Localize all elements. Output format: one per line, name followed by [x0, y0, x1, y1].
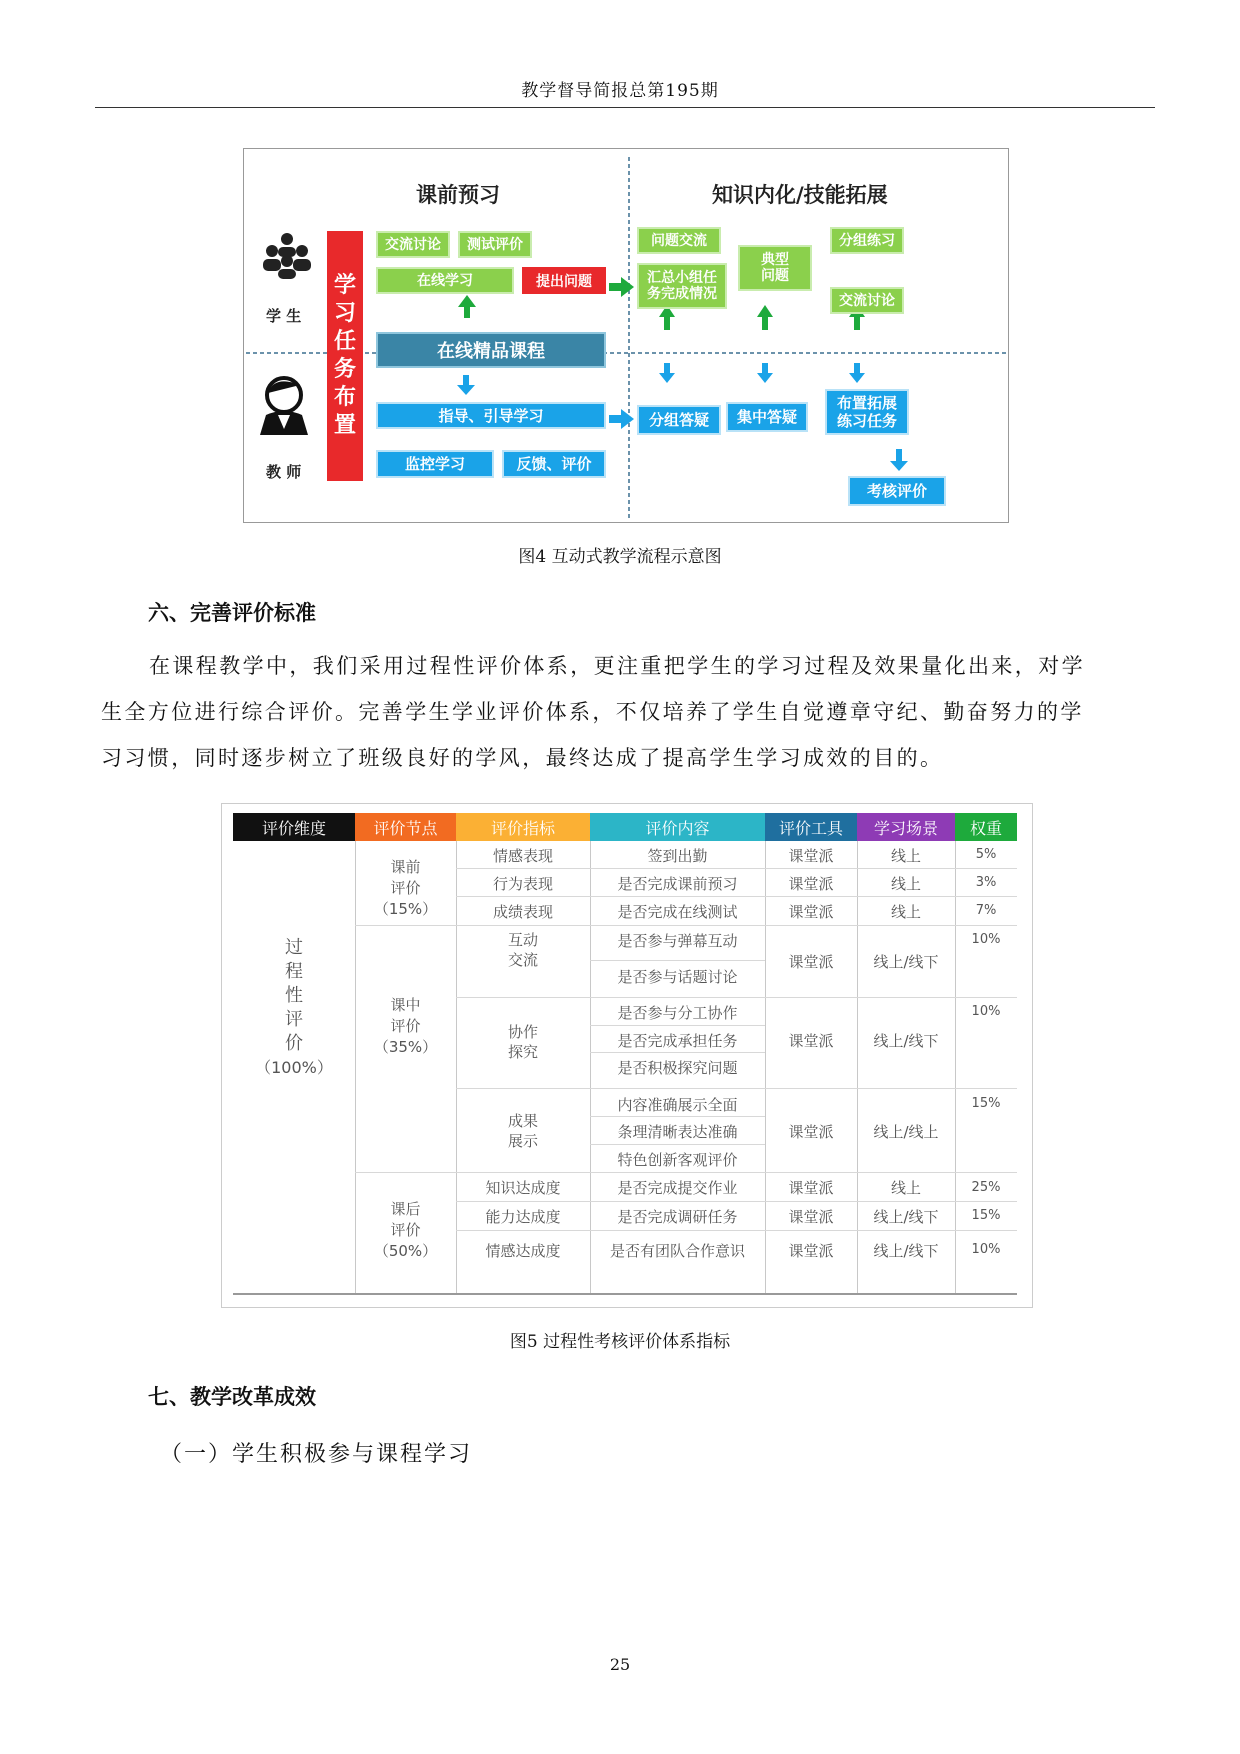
indicator-cell: 行为表现: [492, 875, 553, 893]
weight-cell: 7%: [975, 903, 997, 918]
section-7-heading: 七、教学改革成效: [148, 1385, 316, 1409]
dimension-char: 过: [285, 937, 303, 958]
table-grid-line: [355, 1172, 1017, 1173]
figure-5-table: [221, 803, 1033, 1308]
bar-char: 习: [333, 301, 356, 326]
section-6-heading: 六、完善评价标准: [148, 601, 316, 625]
arrow-updown-icon: [849, 305, 865, 383]
weight-cell: 10%: [971, 932, 1001, 947]
node-line: 评价: [390, 1017, 421, 1035]
content-cell: 是否完成承担任务: [617, 1032, 738, 1050]
node-line: 评价: [390, 879, 421, 897]
figure-4-flowchart: [243, 148, 1009, 523]
tool-cell: 课堂派: [788, 903, 834, 921]
table-grid-line: [456, 868, 1017, 869]
box-typical-line: 问题: [761, 268, 789, 284]
weight-cell: 10%: [971, 1004, 1001, 1019]
indicator-cell: [456, 1022, 590, 1062]
table-bottom-rule: [233, 1293, 1017, 1295]
col-header-content: 评价内容: [590, 813, 765, 841]
content-cell: 是否参与话题讨论: [617, 968, 738, 986]
col-header-weight: 权重: [955, 813, 1017, 841]
content-cell: 是否完成调研任务: [617, 1208, 738, 1226]
box-feedback: 反馈、评价: [502, 450, 606, 478]
paragraph-line: 习习惯，同时逐步树立了班级良好的学风，最终达成了提高学生学习成效的目的。: [101, 746, 944, 770]
indicator-line: 互动: [507, 931, 538, 949]
table-grid-line: [456, 1088, 1017, 1089]
page-number: 25: [609, 1655, 631, 1674]
paragraph-line: 在课程教学中，我们采用过程性评价体系，更注重把学生的学习过程及效果量化出来，对学: [149, 654, 1085, 678]
box-assign-practice: [825, 389, 909, 435]
arrow-up-icon: [458, 295, 476, 318]
table-grid-line: [355, 925, 1017, 926]
col-header-tool: 评价工具: [765, 813, 857, 841]
weight-cell: 15%: [971, 1208, 1001, 1223]
dimension-char: 价: [285, 1033, 303, 1054]
scene-cell: 线上/线下: [873, 1208, 939, 1226]
scene-cell: 线上: [890, 903, 921, 921]
scene-cell: 线上: [890, 847, 921, 865]
box-assign-line: 练习任务: [836, 412, 897, 430]
box-group-practice: 分组练习: [830, 227, 904, 254]
arrow-down-icon: [890, 449, 908, 471]
box-assign-line: 布置拓展: [836, 394, 897, 412]
node-line: 课前: [390, 858, 421, 876]
scene-cell: 线上/线下: [873, 953, 939, 971]
indicator-cell: [456, 930, 590, 970]
content-cell: 内容准确展示全面: [617, 1096, 738, 1114]
node-mid: [355, 995, 456, 1058]
table-grid-line: [590, 1144, 765, 1145]
content-cell: 是否有团队合作意识: [609, 1242, 745, 1260]
paragraph-line: 生全方位进行综合评价。完善学生学业评价体系，不仅培养了学生自觉遵章守纪、勤奋努力的学: [101, 700, 1084, 724]
box-raise-question: 提出问题: [522, 267, 606, 294]
node-line: 课中: [390, 996, 421, 1014]
bar-char: 学: [333, 273, 356, 298]
indicator-cell: 情感表现: [492, 847, 553, 865]
box-online-study: 在线学习: [376, 267, 514, 294]
arrow-right-icon: [609, 409, 634, 429]
box-central-answer: 集中答疑: [726, 402, 808, 432]
students-group-icon: [263, 233, 311, 279]
scene-cell: 线上: [890, 875, 921, 893]
node-pct: （35%）: [373, 1038, 438, 1056]
bar-char: 置: [333, 413, 356, 438]
content-cell: 是否积极探究问题: [617, 1059, 738, 1077]
node-post: [355, 1199, 456, 1262]
figure-5-caption: 图5 过程性考核评价体系指标: [509, 1332, 731, 1352]
indicator-cell: 能力达成度: [485, 1208, 561, 1226]
scene-cell: 线上/线下: [873, 1032, 939, 1050]
weight-cell: 25%: [971, 1180, 1001, 1195]
left-column-title: 课前预习: [416, 183, 500, 207]
box-summary-line: 汇总小组任: [647, 270, 717, 286]
bar-char: 布: [333, 385, 356, 410]
table-grid-line: [590, 1025, 765, 1026]
bar-char: 务: [333, 357, 356, 382]
weight-cell: 5%: [975, 847, 997, 862]
node-line: 课后: [390, 1200, 421, 1218]
content-cell: 是否完成课前预习: [617, 875, 738, 893]
tool-cell: 课堂派: [788, 875, 834, 893]
table-grid-line: [590, 1052, 765, 1053]
col-header-dimension: 评价维度: [233, 813, 355, 841]
figure-4-caption: 图4 互动式教学流程示意图: [518, 547, 722, 567]
tool-cell: 课堂派: [788, 1032, 834, 1050]
table-grid-line: [456, 1230, 1017, 1231]
content-cell: 条理清晰表达准确: [617, 1123, 738, 1141]
box-guide: 指导、引导学习: [376, 402, 606, 429]
task-assignment-bar: [327, 231, 363, 481]
tool-cell: 课堂派: [788, 1208, 834, 1226]
box-quality-course: 在线精品课程: [376, 332, 606, 368]
scene-cell: 线上/线上: [873, 1123, 939, 1141]
col-header-scene: 学习场景: [857, 813, 955, 841]
col-header-indicator: 评价指标: [456, 813, 590, 841]
box-typical-line: 典型: [761, 252, 789, 268]
dimension-char: 程: [285, 961, 303, 982]
arrow-updown-icon: [757, 305, 773, 383]
box-discuss: 交流讨论: [376, 231, 450, 258]
tool-cell: 课堂派: [788, 847, 834, 865]
box-test-eval: 测试评价: [458, 231, 532, 258]
indicator-line: 探究: [507, 1043, 538, 1061]
box-exchange-discuss: 交流讨论: [830, 287, 904, 314]
table-grid-line: [456, 997, 1017, 998]
section-6-paragraph: [101, 643, 1141, 781]
box-typical-problem: [738, 245, 812, 291]
table-grid-line: [590, 1116, 765, 1117]
node-pre: [355, 857, 456, 920]
box-group-answer: 分组答疑: [637, 405, 721, 435]
indicator-cell: [456, 1111, 590, 1151]
indicator-line: 交流: [507, 951, 538, 969]
section-7-subheading: （一）学生积极参与课程学习: [160, 1442, 473, 1467]
indicator-cell: 情感达成度: [485, 1242, 561, 1260]
col-header-node: 评价节点: [355, 813, 456, 841]
weight-cell: 3%: [975, 875, 997, 890]
table-grid-line: [456, 896, 1017, 897]
node-pct: （50%）: [373, 1242, 438, 1260]
student-label: 学 生: [266, 307, 302, 325]
content-cell: 是否完成在线测试: [617, 903, 738, 921]
dimension-char: 性: [285, 985, 303, 1006]
indicator-line: 成果: [507, 1112, 538, 1130]
right-column-title: 知识内化/技能拓展: [712, 183, 888, 207]
weight-cell: 10%: [971, 1242, 1001, 1257]
tool-cell: 课堂派: [788, 1123, 834, 1141]
tool-cell: 课堂派: [788, 1179, 834, 1197]
dimension-cell: [233, 936, 355, 1080]
content-cell: 是否参与分工协作: [617, 1004, 738, 1022]
tool-cell: 课堂派: [788, 1242, 834, 1260]
content-cell: 签到出勤: [647, 847, 708, 865]
content-cell: 是否参与弹幕互动: [617, 932, 738, 950]
teacher-icon: [260, 378, 308, 435]
scene-cell: 线上: [890, 1179, 921, 1197]
bar-char: 任: [333, 329, 356, 354]
arrow-right-icon: [609, 277, 634, 297]
weight-cell: 15%: [971, 1096, 1001, 1111]
indicator-line: 展示: [507, 1132, 538, 1150]
indicator-line: 协作: [507, 1023, 538, 1041]
table-grid-line: [456, 1201, 1017, 1202]
table-grid-line: [590, 960, 765, 961]
node-line: 评价: [390, 1221, 421, 1239]
box-monitor: 监控学习: [376, 450, 494, 478]
box-summary-line: 务完成情况: [647, 286, 717, 302]
dimension-char: 评: [285, 1009, 303, 1030]
arrow-down-icon: [457, 375, 475, 395]
tool-cell: 课堂派: [788, 953, 834, 971]
content-cell: 是否完成提交作业: [617, 1179, 738, 1197]
indicator-cell: 知识达成度: [485, 1179, 561, 1197]
arrow-updown-icon: [659, 305, 675, 383]
box-summary: [637, 263, 727, 309]
running-header: 教学督导简报总第195期: [521, 81, 719, 101]
node-pct: （15%）: [373, 900, 438, 918]
box-assessment: 考核评价: [848, 476, 946, 506]
header-rule: [95, 107, 1155, 108]
dimension-pct: （100%）: [255, 1058, 333, 1077]
teacher-label: 教 师: [266, 463, 302, 481]
scene-cell: 线上/线下: [873, 1242, 939, 1260]
box-problem-exchange: 问题交流: [637, 227, 721, 254]
content-cell: 特色创新客观评价: [617, 1151, 738, 1169]
indicator-cell: 成绩表现: [492, 903, 553, 921]
